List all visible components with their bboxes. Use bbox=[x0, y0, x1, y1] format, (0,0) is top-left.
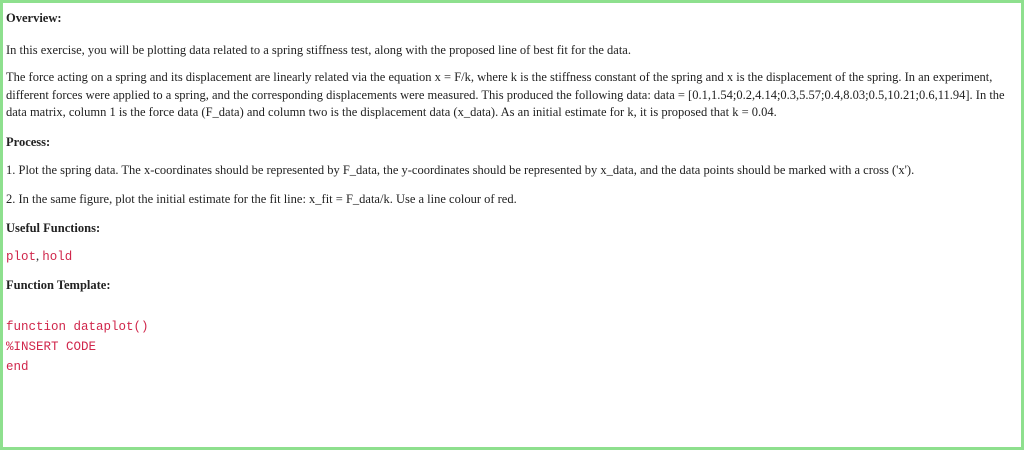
document-content bbox=[6, 10, 1015, 377]
useful-functions-heading: Useful Functions: bbox=[6, 220, 101, 235]
process-step-2: 2. In the same figure, plot the initial estimate for the fit line: x_fit = F_data/k. Use a line colour of red. bbox=[6, 191, 517, 206]
function-list-separator: , bbox=[36, 248, 40, 263]
overview-paragraph-intro: In this exercise, you will be plotting data related to a spring stiffness test, along with the proposed line of best fit for the data. bbox=[6, 43, 631, 57]
useful-functions-list bbox=[6, 248, 1015, 265]
function-name-plot: plot bbox=[6, 249, 37, 264]
overview-paragraph-details: The force acting on a spring and its displacement are linearly related via the equation x = F/k, where k is the stiffness constant of the spring and x is the displacement of the spring. In an experiment, different forces were applied to a spring, and the corresponding displacements were measured. This produced the following data: data = [0.1,1.54;0.2,4.14;0.3,5.57;0.4,8.03;0.5,10.21;0.6,11.94]. In the data matrix, column 1 is the force data (F_data) and column two is the displacement data (x_data). As an initial estimate for k, it is proposed that k = 0.04. bbox=[6, 70, 1005, 119]
overview-heading: Overview: bbox=[6, 11, 62, 25]
code-line-function: function dataplot() bbox=[6, 319, 149, 334]
function-name-hold: hold bbox=[42, 249, 73, 264]
code-block bbox=[6, 317, 1015, 377]
code-line-end: end bbox=[6, 359, 29, 374]
process-heading: Process: bbox=[6, 134, 51, 149]
function-template-heading: Function Template: bbox=[6, 277, 111, 292]
process-step-1: 1. Plot the spring data. The x-coordinates should be represented by F_data, the y-coordinates should be represented by x_data, and the data points should be marked with a cross ('x'). bbox=[6, 162, 915, 177]
code-line-comment: %INSERT CODE bbox=[6, 339, 97, 354]
